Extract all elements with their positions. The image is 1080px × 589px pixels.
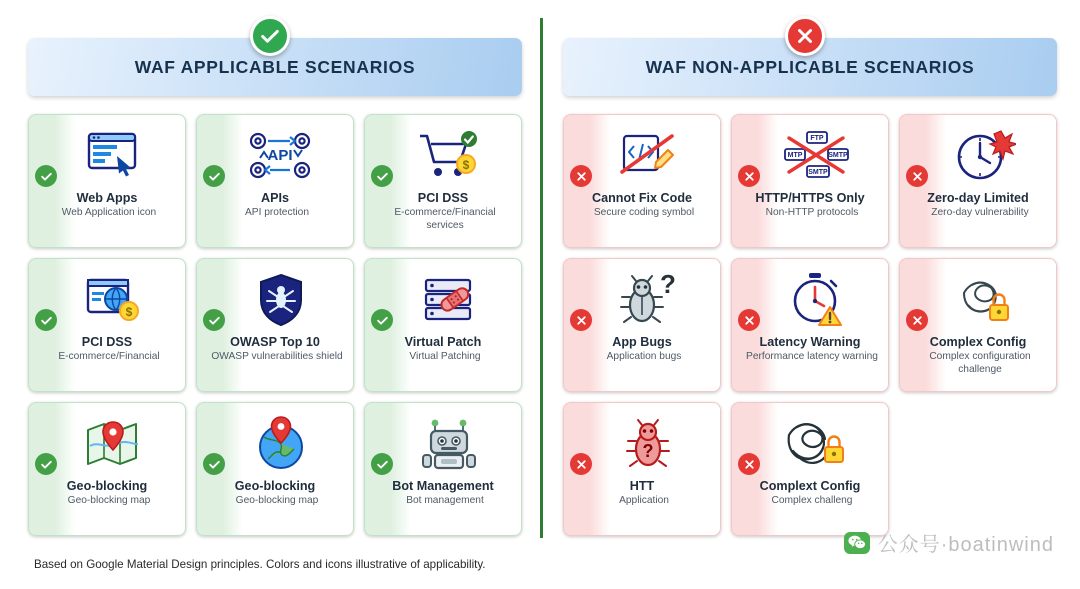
card-subtitle: Application <box>619 495 669 507</box>
card-bot-management[interactable] <box>364 402 522 536</box>
card-geo-blocking-globe[interactable] <box>196 402 354 536</box>
card-subtitle: Web Application icon <box>61 207 157 219</box>
card-title: HTT <box>629 479 655 493</box>
check-mark-icon <box>203 309 225 331</box>
card-title: PCI DSS <box>81 335 133 349</box>
card-subtitle: Application bugs <box>606 351 682 363</box>
card-pci-dss-globe[interactable] <box>28 258 186 392</box>
card-app-bugs[interactable] <box>563 258 721 392</box>
check-mark-icon <box>203 165 225 187</box>
check-mark-icon <box>371 165 393 187</box>
applicable-banner <box>28 38 522 96</box>
card-title: Virtual Patch <box>404 335 482 349</box>
watermark-text: 公众号·boatinwind <box>877 534 1054 556</box>
card-title: PCI DSS <box>417 191 469 205</box>
svg-text:?: ? <box>642 441 654 461</box>
center-divider <box>540 18 543 538</box>
watermark <box>844 528 1054 557</box>
card-complext-config[interactable] <box>731 402 889 536</box>
svg-text:API: API <box>267 147 293 164</box>
card-web-apps[interactable] <box>28 114 186 248</box>
card-title: Cannot Fix Code <box>591 191 693 205</box>
check-mark-icon <box>371 309 393 331</box>
non-applicable-banner <box>563 38 1057 96</box>
footnote: Based on Google Material Design principles. Colors and icons illustrative of applicability. <box>34 558 486 571</box>
svg-text:$: $ <box>462 158 470 172</box>
card-subtitle: Virtual Patching <box>409 351 481 363</box>
non-applicable-card-grid <box>563 114 1057 536</box>
card-title: APIs <box>261 191 289 205</box>
card-complex-config[interactable] <box>899 258 1057 392</box>
card-subtitle: API protection <box>245 207 309 219</box>
card-latency-warning[interactable] <box>731 258 889 392</box>
svg-text:SMTP: SMTP <box>808 169 828 176</box>
card-cannot-fix-code[interactable] <box>563 114 721 248</box>
check-mark-icon <box>35 453 57 475</box>
card-subtitle: Complex challeng <box>771 495 853 507</box>
check-mark-icon <box>371 453 393 475</box>
card-title: Complext Config <box>759 479 861 493</box>
cross-mark-icon <box>906 309 928 331</box>
card-title: Zero-day Limited <box>927 191 1029 205</box>
card-title: App Bugs <box>612 335 672 349</box>
applicable-column <box>28 38 522 536</box>
card-http-https-only[interactable] <box>731 114 889 248</box>
applicable-card-grid <box>28 114 522 536</box>
cross-mark-icon <box>906 165 928 187</box>
card-geo-blocking-map[interactable] <box>28 402 186 536</box>
wechat-icon <box>844 532 870 554</box>
card-subtitle: E-commerce/Financial <box>58 351 160 363</box>
cross-circle-icon <box>785 16 825 56</box>
card-title: Web Apps <box>76 191 138 205</box>
card-subtitle: Complex configuration challenge <box>929 351 1031 375</box>
card-htt[interactable] <box>563 402 721 536</box>
svg-text:FTP: FTP <box>810 135 824 142</box>
card-subtitle: Performance latency warning <box>746 351 878 363</box>
check-mark-icon <box>35 309 57 331</box>
card-subtitle: Geo-blocking map <box>235 495 319 507</box>
card-apis[interactable] <box>196 114 354 248</box>
card-pci-dss-cart[interactable] <box>364 114 522 248</box>
check-circle-icon <box>250 16 290 56</box>
cross-mark-icon <box>738 309 760 331</box>
card-title: Bot Management <box>392 479 494 493</box>
cross-mark-icon <box>738 453 760 475</box>
card-subtitle: Zero-day vulnerability <box>931 207 1029 219</box>
cross-mark-icon <box>570 453 592 475</box>
card-subtitle: Non-HTTP protocols <box>765 207 859 219</box>
check-mark-icon <box>203 453 225 475</box>
cross-mark-icon <box>570 165 592 187</box>
card-title: Complex Config <box>929 335 1027 349</box>
card-zero-day-limited[interactable] <box>899 114 1057 248</box>
card-subtitle: Secure coding symbol <box>593 207 695 219</box>
cross-mark-icon <box>570 309 592 331</box>
card-subtitle: E-commerce/Financial services <box>394 207 496 231</box>
check-mark-icon <box>35 165 57 187</box>
non-applicable-banner-title: WAF NON-APPLICABLE SCENARIOS <box>645 56 975 77</box>
card-title: OWASP Top 10 <box>230 335 320 349</box>
svg-text:MTP: MTP <box>787 152 803 159</box>
svg-text:?: ? <box>660 271 676 299</box>
card-owasp-top-10[interactable] <box>196 258 354 392</box>
cross-mark-icon <box>738 165 760 187</box>
non-applicable-column <box>563 38 1057 536</box>
card-title: Geo-blocking <box>234 479 316 493</box>
svg-text:SMTP: SMTP <box>828 152 848 159</box>
card-subtitle: Geo-blocking map <box>67 495 151 507</box>
card-virtual-patch[interactable] <box>364 258 522 392</box>
card-title: Geo-blocking <box>66 479 148 493</box>
applicable-banner-title: WAF APPLICABLE SCENARIOS <box>134 56 416 77</box>
card-title: Latency Warning <box>759 335 861 349</box>
svg-text:$: $ <box>125 305 133 319</box>
card-subtitle: Bot management <box>406 495 484 507</box>
card-title: HTTP/HTTPS Only <box>755 191 865 205</box>
card-subtitle: OWASP vulnerabilities shield <box>211 351 343 363</box>
